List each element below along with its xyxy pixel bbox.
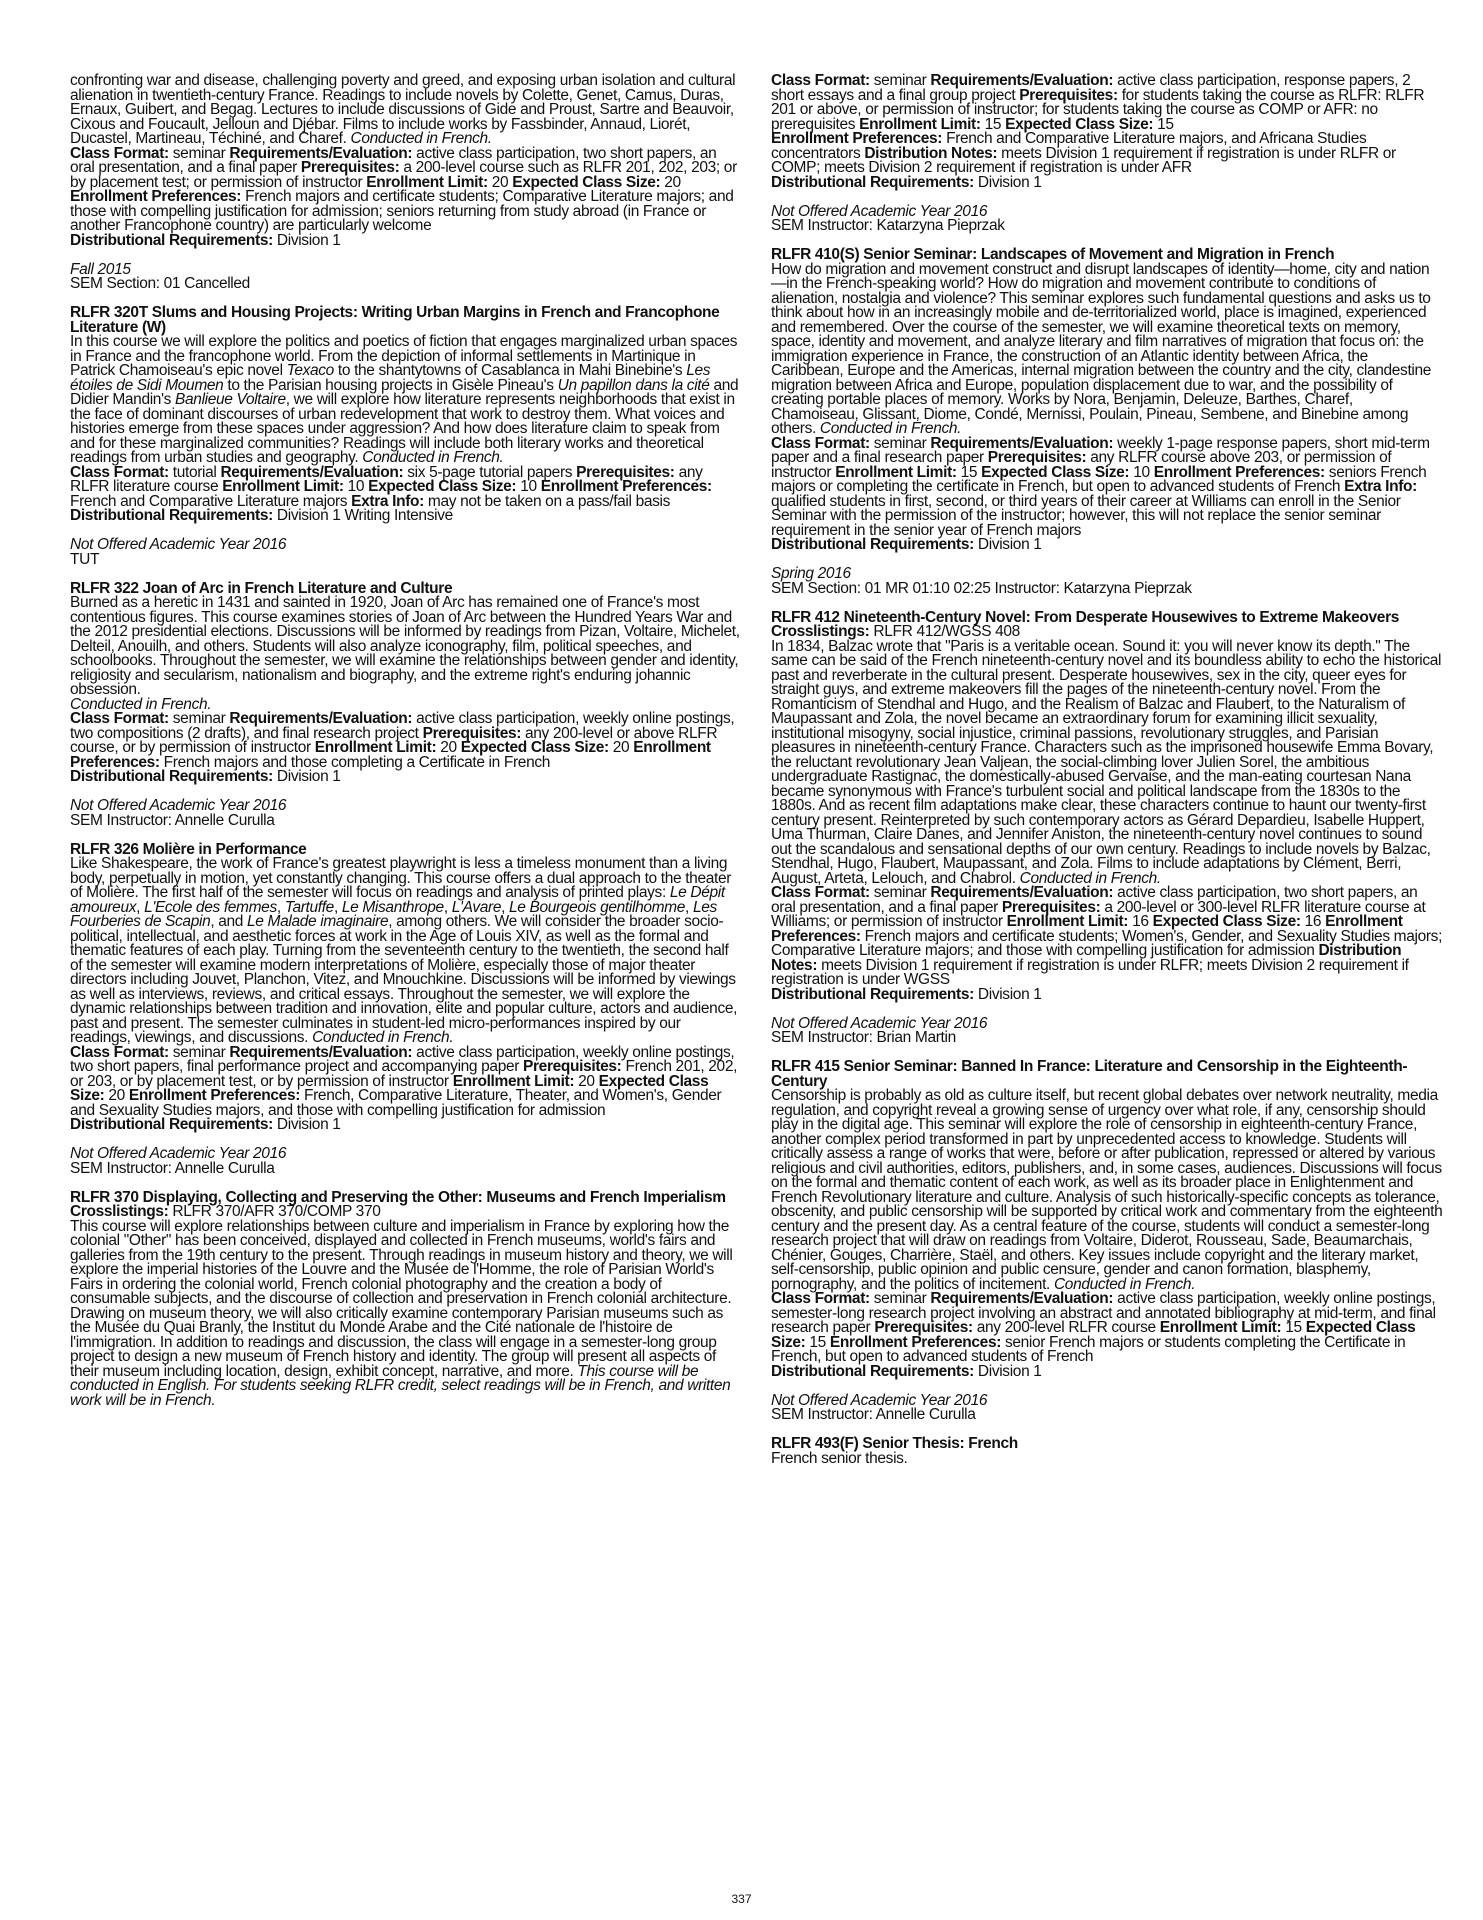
course-text-block (771, 1060, 1444, 1379)
italic-text: Spring 2016 (771, 565, 851, 582)
body-text: may not be taken on a pass/fail basis (423, 492, 670, 510)
bold-label: RLFR 320T Slums and Housing Projects: Writing Urban Margins in French and Francophone Literature (W) (70, 304, 720, 336)
body-text: Censorship is probably as old as culture itself, but recent global debates over network neutrality, media regulation, and copyright reveal a growing sense of urgency over what role, if any, censorship should play in the digital age. This seminar will explore the role of censorship in eighteenth-century France, another complex period transformed in part by unprecedented access to knowledge. Students will critically assess a range of works that were, before or after publication, repressed or altered by various religious and civil authorities, editors, publishers, and, in some cases, audiences. Discussions will focus on the formal and thematic content of each work, as well as its broader place in Enlightenment and French Revolutionary literature and culture. Analysis of such historically-specific concepts as tolerance, obscenity, and public censorship will be supported by critical work and commentary from the eighteenth century and the present day. As a central feature of the course, students will conduct a semester-long research project that will draw on readings from Voltaire, Diderot, Rousseau, Sade, Beaumarchais, Chénier, Gouges, Charrière, Staël, and others. Key issues include copyright and the literary market, self-censorship, public opinion and public censure, gender and canon formation, blasphemy, pornography, and the politics of incitement. (771, 1087, 1443, 1293)
body-text: a 200-level course such as RLFR 201, 202, 203; or by placement test; or permission of instructor (70, 159, 737, 191)
body-text: for students taking the course as RLFR: RLFR 201 or above, or permission of instructor; for students taking the course as COMP or AFR: no prerequisites (771, 86, 1425, 133)
bold-label: Requirements/Evaluation: (220, 463, 404, 481)
bold-label: Enrollment Preferences: (1153, 463, 1325, 481)
body-text: French senior thesis. (771, 1449, 908, 1467)
body-text: 15 (1281, 1319, 1306, 1336)
italic-text: Le Misanthrope (341, 898, 444, 916)
bold-label: Enrollment Preferences: (540, 478, 712, 495)
body-text: , we will explore how literature represents neighborhoods that exist in the face of dominant discourses of urban redevelopment that work to destroy them. What voices and histories emerge from these spaces under aggression? And how does literature claim to speak from and for these marginalized communities? Readings will include both literary works and theoretical readings from urban studies and geography. (70, 391, 735, 466)
body-text: , (276, 898, 285, 916)
italic-text: Le Dépit amoureux (70, 884, 725, 916)
bold-label: Enrollment Preferences: (70, 188, 242, 205)
body-text: French, Comparative Literature, Theater, and Women's, Gender and Sexuality Studies majors, and those with compelling justification for admission (70, 1087, 722, 1119)
bold-label: Enrollment Preferences: (70, 739, 711, 771)
bold-label: Enrollment Preferences: (771, 130, 943, 147)
body-text: 16 (1300, 913, 1326, 930)
bold-label: Prerequisites: (523, 1058, 622, 1075)
bold-label: Prerequisites: (1019, 86, 1118, 104)
bold-label: Enrollment Preferences: (128, 1087, 301, 1104)
body-text: seminar (168, 144, 230, 162)
bold-label: Enrollment Limit: (835, 463, 957, 481)
course-text-block (771, 608, 1444, 1003)
body-text: SEM Instructor: Annelle Curulla (70, 1159, 275, 1177)
body-text: French and Comparative Literature majors (70, 492, 352, 510)
bold-label: RLFR 370 Displaying, Collecting and Preserving the Other: Museums and French Imperialism Crosslistings: (70, 1188, 726, 1220)
body-text: seminar (869, 434, 931, 452)
italic-text: Conducted in French. (312, 1029, 454, 1046)
body-text: seminar (869, 72, 931, 89)
italic-text: Texaco (286, 362, 334, 379)
bold-label: Enrollment Limit: (1006, 913, 1129, 930)
course-text-block (771, 1014, 1444, 1046)
italic-text: Not Offered Academic Year 2016 (70, 1145, 287, 1162)
bold-label: Enrollment Preferences: (771, 913, 1403, 945)
bold-label: Requirements/Evaluation: (930, 72, 1114, 89)
body-text: active class participation, weekly online postings, two short papers, final performance project and accompanying paper (70, 1043, 735, 1075)
right-column (771, 74, 1444, 1466)
body-text: SEM Instructor: Brian Martin (771, 1029, 956, 1046)
page-number: 337 (731, 1892, 752, 1906)
body-text: tutorial (168, 463, 221, 481)
body-text: confronting war and disease, challenging poverty and greed, and exposing urban isolation and cultural alienation in twentieth-century France. Readings to include novels by Colette, Genet, Camus, Duras, Ernaux, Guibert, and Begag. Lectures to include discussions of Gide and Proust, Sartre and Beauvoir, Cixous and Foucault, Jelloun and Djébar. Films to include works by Fassbinder, Annaud, Liorét, Ducastel, Martineau, Téchiné, and Charef. (70, 72, 736, 147)
bold-label: Distribution Notes: (771, 942, 1402, 974)
bold-label: Distribution Notes: (864, 144, 998, 162)
body-text: 20 (660, 173, 681, 191)
body-text: Division 1 Writing Intensive (272, 507, 453, 524)
bold-label: Enrollment Limit: (222, 478, 344, 495)
bold-label: Extra Info: (1344, 478, 1417, 495)
bold-label: Expected Class Size: (981, 463, 1130, 481)
italic-text: Les étoiles de Sidi Moumen (70, 362, 711, 394)
italic-text: Conducted in French. (1019, 869, 1161, 887)
body-text: Division 1 (973, 1362, 1042, 1380)
body-text: French 201, 202, or 203, or by placement test, or by permission of instructor (70, 1058, 738, 1090)
course-text-block (771, 1437, 1444, 1466)
body-text: 15 (980, 115, 1006, 133)
body-text: Division 1 (272, 768, 341, 785)
italic-text: Un papillon dans la cité (557, 376, 710, 394)
bold-label: Enrollment Limit: (859, 115, 981, 133)
bold-label: Class Format: (771, 434, 870, 452)
bold-label: Prerequisites: (874, 1319, 973, 1336)
bold-label: Distributional Requirements: (70, 507, 273, 524)
body-text: 15 (805, 1333, 830, 1351)
course-text-block (771, 202, 1444, 234)
body-text: any 200-level RLFR course (972, 1319, 1160, 1336)
italic-text: Not Offered Academic Year 2016 (771, 202, 988, 220)
body-text: seminar (869, 884, 931, 901)
body-text: 20 (436, 739, 461, 756)
bold-label: Expected Class Size: (1152, 913, 1301, 930)
bold-label: Requirements/Evaluation: (229, 1043, 413, 1061)
bold-label: Expected Class Size: (1005, 115, 1154, 133)
course-text-block (70, 840, 743, 1133)
body-text: to the Parisian housing projects in Gisèle Pineau's (223, 376, 558, 394)
italic-text: Les Fourberies de Scapin (70, 898, 717, 930)
body-text: French majors and certificate students; Women's, Gender, and Sexuality Studies majors; Comparative Literature majors; and those with compelling justification for admission (771, 927, 1443, 959)
body-text: active class participation, two short papers, an oral presentation, and a final paper (771, 884, 1418, 916)
course-text-block (70, 1188, 743, 1409)
bold-label: Distributional Requirements: (70, 1116, 273, 1133)
body-text: In this course we will explore the politics and poetics of fiction that engages marginalized urban spaces in France and the francophone world. From the depiction of informal settlements in Martinique in Patrick Chamoiseau's epic novel (70, 333, 738, 379)
body-text: , (501, 898, 510, 916)
bold-label: Distributional Requirements: (70, 768, 273, 785)
bold-label: Distributional Requirements: (771, 1362, 974, 1380)
body-text: active class participation, two short papers, an oral presentation, and a final paper (70, 144, 717, 176)
body-text: , and (210, 913, 248, 930)
bold-label: RLFR 493(F) Senior Thesis: French (771, 1435, 1018, 1452)
body-text: This course will explore relationships between culture and imperialism in France by exploring how the colonial "Other" has been conceived, displayed and collected in French museums, world's fairs and galleries from the 19th century to the present. Through readings in museum history and theory, we will explore the imperial histories of the Louvre and the Musée de l'Homme, the role of Parisian World's Fairs in ordering the colonial world, French colonial photography and the creation a body of consumable subjects, and the discourse of collection and preservation in French colonial architecture. Drawing on museum theory, we will also critically examine contemporary Parisian museums such as the Musée du Quai Branly, the Institut du Monde Arabe and the Cité nationale de l'histoire de l'immigration. In addition to readings and discussion, the class will engage in a semester-long group project to design a new museum of French history and identity. The group will present all aspects of their museum including location, design, exhibit concept, narrative, and more. (70, 1217, 733, 1380)
bold-label: Distributional Requirements: (70, 231, 273, 249)
italic-text: Not Offered Academic Year 2016 (771, 1014, 988, 1032)
block-spacer (771, 553, 1444, 568)
italic-text: L'Avare (451, 898, 502, 916)
body-text: any 200-level or above RLFR course, or by permission of instructor (70, 724, 718, 756)
block-spacer (70, 248, 743, 263)
course-text-block (70, 74, 743, 248)
italic-text: Not Offered Academic Year 2016 (771, 1391, 988, 1409)
italic-text: Not Offered Academic Year 2016 (70, 797, 287, 814)
italic-text: Conducted in French. (819, 420, 962, 437)
course-text-block (771, 74, 1444, 190)
body-text: 10 (516, 478, 541, 495)
body-text: senior French majors or students completing the Certificate in French, but open to advanced students of French (771, 1333, 1406, 1365)
bold-label: Enrollment Limit: (366, 173, 488, 191)
body-text: and Didier Mandin's (70, 376, 739, 408)
italic-text: L'Ecole des femmes (144, 898, 277, 916)
italic-text: Fall 2015 (70, 260, 131, 278)
body-text: , among others. We will consider the broader socio-political, intellectual, and aesthetic forces at work in the Age of Louis XIV, as well as the formal and thematic features of each play. Turning from the seventeenth century to the twentieth, the second half of the semester will examine modern interpretations of Molière, especially those of major theater directors including Jouvet, Planchon, Vitez, and Mnouchkine. Discussions will be informed by viewings as well as interviews, reviews, and critical essays. Throughout the semester, we will explore the dynamic relationships between tradition and innovation, elite and popular culture, actors and audience, past and present. The semester culminates in student-led micro-performances inspired by our readings, viewings, and discussions. (70, 913, 738, 1046)
body-text: SEM Section: 01 MR 01:10 02:25 Instructor: Katarzyna Pieprzak (771, 579, 1192, 597)
bold-label: Extra Info: (351, 492, 424, 510)
body-text: six 5-page tutorial papers (403, 463, 577, 481)
bold-label: Prerequisites: (422, 724, 522, 742)
body-text: meets Division 1 requirement if registration is under RLFR; meets Division 2 requirement if registration is under WGSS (771, 956, 1409, 988)
bold-label: RLFR 410(S) Senior Seminar: Landscapes of Movement and Migration in French (771, 246, 1335, 263)
body-text: seminar (168, 1043, 230, 1061)
italic-text: Le Bourgeois gentilhomme (509, 898, 686, 916)
bold-label: Prerequisites: (987, 449, 1087, 466)
bold-label: Prerequisites: (300, 159, 400, 176)
body-text: weekly 1-page response papers, short mid-term paper and a final research paper (771, 434, 1430, 466)
italic-text: Le Malade imaginaire (247, 913, 389, 930)
bold-label: Expected Class Size: (70, 1072, 709, 1104)
bold-label: Class Format: (771, 72, 870, 89)
body-text: SEM Instructor: Annelle Curulla (70, 811, 275, 829)
course-text-block (771, 248, 1444, 553)
body-text: any RLFR literature course (70, 463, 703, 495)
body-text: seniors French majors or completing the certificate in French, but open to advanced students of French (771, 463, 1427, 495)
italic-text: Conducted in French. (1053, 1275, 1196, 1293)
body-text: RLFR 412/WGSS 408 (873, 623, 1020, 640)
body-text: 15 (1153, 115, 1174, 133)
bold-label: Expected Class Size: (512, 173, 661, 191)
body-text: Division 1 (973, 536, 1042, 553)
bold-label: Distributional Requirements: (771, 985, 974, 1003)
bold-label: Requirements/Evaluation: (930, 884, 1114, 901)
body-text: , (443, 898, 452, 916)
bold-label: Requirements/Evaluation: (229, 710, 413, 727)
bold-label: Enrollment Preferences: (829, 1333, 1002, 1351)
body-text: French majors and certificate students; Comparative Literature majors; and those with compelling justification for admission; seniors returning from study abroad (in France or another Francophone country) are particularly welcome (70, 188, 734, 234)
body-text: 20 (487, 173, 513, 191)
bold-label: Prerequisites: (1001, 898, 1101, 916)
body-text: , (136, 898, 145, 916)
body-text: 15 (956, 463, 982, 481)
bold-label: Class Format: (771, 1290, 870, 1307)
italic-text: Conducted in French. (362, 449, 504, 466)
body-text: 20 (608, 739, 634, 756)
body-text: How do migration and movement construct and disrupt landscapes of identity—home, city and nation—in the French-speaking world? How do migration and movement contribute to conditions of alienation, nostalgia and violence? This seminar explores such fundamental questions and asks us to think about how in an increasingly mobile and de-territorialized world, place is imagined, experienced and remembered. Over the course of the semester, we will examine theoretical texts on memory, space, identity and movement, and analyze literary and film narratives of migration that focus on: the immigration experience in France, the construction of an Atlantic identity between Africa, the Caribbean, Europe and the Americas, internal migration between the country and the city, clandestine migration between Africa and Europe, population displacement due to war, and the possibility of creating portable places of memory. Works by Nora, Benjamin, Deleuze, Barthes, Charef, Chamoiseau, Glissant, Diome, Condé, Mernissi, Poulain, Pineau, Sembene, and Binebine among others. (771, 260, 1432, 437)
bold-label: Distributional Requirements: (771, 536, 974, 553)
body-text: to the shantytowns of Casablanca in Mahi Binebine's (333, 362, 687, 379)
bold-label: Enrollment Limit: (452, 1072, 575, 1090)
body-text: 20 (574, 1072, 599, 1090)
body-text: active class participation, response papers, 2 short essays and a final group project (771, 72, 1411, 104)
body-text: SEM Instructor: Katarzyna Pieprzak (771, 217, 1005, 234)
body-text: active class participation, weekly online postings, two compositions (2 drafts), and final research project (70, 710, 735, 742)
italic-text: Banlieue Voltaire (175, 391, 286, 408)
course-text-block (70, 260, 743, 292)
bold-label: Enrollment Limit: (314, 739, 437, 756)
body-text: 16 (1128, 913, 1153, 930)
italic-text: Conducted in French. (70, 695, 212, 713)
course-text-block (771, 567, 1444, 596)
body-text: Burned as a heretic in 1431 and sainted in 1920, Joan of Arc has remained one of France's most contentious figures. This course examines stories of Joan of Arc between the Hundred Years War and the 2012 presidential elections. Discussions will be informed by readings from Pizan, Voltaire, Michelet, Delteil, Anouilh, and others. Students will also analyze iconography, film, political speeches, and schoolbooks. Throughout the semester, we will examine the relationships between gender and identity, religiosity and secularism, nationalism and biography, and the extreme right's enduring johannic obsession. (70, 594, 740, 698)
body-text: , (333, 898, 342, 916)
body-text: TUT (70, 550, 100, 568)
bold-label: Requirements/Evaluation: (930, 1290, 1114, 1307)
bold-label: Requirements/Evaluation: (229, 144, 413, 162)
bold-label: Class Format: (70, 463, 169, 481)
course-text-block (771, 1391, 1444, 1423)
bold-label: Prerequisites: (576, 463, 675, 481)
body-text: a 200-level or 300-level RLFR literature course at Williams; or permission of instructor (771, 898, 1426, 930)
body-text: 10 (1129, 463, 1154, 481)
italic-text: Tartuffe (284, 898, 334, 916)
body-text: In 1834, Balzac wrote that "Paris is a veritable ocean. Sound it: you will never know its depth." The same can be said of the French nineteenth-century novel and its boundless ability to echo the historical past and reverberate in the cultural present. Desperate housewives, sex in the city, queer eyes for straight guys, and extreme makeovers fill the pages of the nineteenth-century novel. From the Romanticism of Stendhal and Hugo, and the Realism of Balzac and Flaubert, to the Naturalism of Maupassant and Zola, the novel became an extraordinary forum for examining illicit sexuality, institutional misogyny, social injustice, criminal passions, revolutionary struggles, and Parisian pleasures in nineteenth-century France. Characters such as the imprisoned housewife Emma Bovary, the reluctant revolutionary Jean Valjean, the social-climbing lover Julien Sorel, the ambitious undergraduate Rastignac, the domestically-abused Gervaise, and the man-eating courtesan Nana became synonymous with France's turbulent social and political landscape from the 1830s to the 1880s. And as recent film adaptations make clear, these characters continue to haunt our twenty-first century present. Reinterpreted by such contemporary actors as Gérard Depardieu, Isabelle Huppert, Uma Thurman, Claire Danes, and Jennifer Aniston, the nineteenth-century novel continues to sound out the scandalous and sensational depths of our own century. Readings to include novels by Balzac, Stendhal, Hugo, Flaubert, Maupassant, and Zola. Films to include adaptations by Clément, Berri, August, Arteta, Lelouch, and Chabrol. (771, 637, 1442, 887)
bold-label: Expected Class Size: (368, 478, 517, 495)
bold-label: Expected Class Size: (771, 1319, 1416, 1351)
body-text: French majors and those completing a Certificate in French (159, 753, 551, 771)
italic-text: This course will be conducted in English. For students seeking RLFR credit, select readings will be in French, and written work will be in French. (70, 1362, 731, 1409)
body-text: SEM Section: 01 Cancelled (70, 275, 250, 292)
course-text-block (70, 538, 743, 567)
body-text: seminar (869, 1290, 931, 1307)
body-text: seminar (168, 710, 230, 727)
body-text: Division 1 (272, 231, 341, 249)
bold-label: Requirements/Evaluation: (930, 434, 1114, 452)
course-text-block (70, 306, 743, 524)
body-text: Division 1 (973, 985, 1042, 1003)
body-text: Division 1 (272, 1116, 341, 1133)
bold-label: Class Format: (70, 710, 169, 727)
bold-label: Class Format: (70, 1043, 169, 1061)
course-text-block (70, 799, 743, 828)
bold-label: Distributional Requirements: (771, 173, 974, 191)
course-text-block (70, 1147, 743, 1176)
body-text: 20 (104, 1087, 129, 1104)
body-text: qualified students in first, second, or third years of their career at Williams can enroll in the Senior Seminar with the permission of the instructor; however, this will not replace the senior seminar requirement in the senior year of French majors (771, 492, 1401, 539)
body-text: , (685, 898, 693, 916)
body-text: Division 1 (973, 173, 1042, 191)
bold-label: Enrollment Limit: (1159, 1319, 1282, 1336)
italic-text: Conducted in French. (350, 130, 492, 147)
body-text: 10 (343, 478, 369, 495)
body-text: SEM Instructor: Annelle Curulla (771, 1406, 976, 1423)
body-text: meets Division 1 requirement if registration is under RLFR or COMP; meets Division 2 requirement if registration is under AFR (771, 144, 1396, 176)
bold-label: Expected Class Size: (460, 739, 609, 756)
body-text: any RLFR course above 203, or permission of instructor (771, 449, 1392, 481)
course-text-block (70, 579, 743, 785)
bold-label: RLFR 326 Molière in Performance (70, 840, 307, 858)
italic-text: Not Offered Academic Year 2016 (70, 536, 287, 553)
body-text: RLFR 370/AFR 370/COMP 370 (172, 1203, 381, 1220)
bold-label: Class Format: (70, 144, 169, 162)
bold-label: RLFR 415 Senior Seminar: Banned In France: Literature and Censorship in the Eighteenth-Century (771, 1058, 1408, 1090)
left-column (70, 74, 743, 1408)
bold-label: Class Format: (771, 884, 870, 901)
bold-label: RLFR 412 Nineteenth-Century Novel: From Desperate Housewives to Extreme Makeovers Crosslistings: (771, 608, 1400, 640)
body-text: French and Comparative Literature majors, and Africana Studies concentrators (771, 130, 1367, 162)
bold-label: RLFR 322 Joan of Arc in French Literature and Culture (70, 579, 453, 597)
body-text: Like Shakespeare, the work of France's greatest playwright is less a timeless monument than a living body, perpetually in motion, yet constantly changing. This course offers a dual approach to the theater of Molière. The first half of the semester will focus on readings and analysis of printed plays: (70, 855, 732, 901)
body-text: active class participation, weekly online postings, semester-long research project involving an abstract and annotated bibliography at mid-term, and final research paper (771, 1290, 1436, 1336)
